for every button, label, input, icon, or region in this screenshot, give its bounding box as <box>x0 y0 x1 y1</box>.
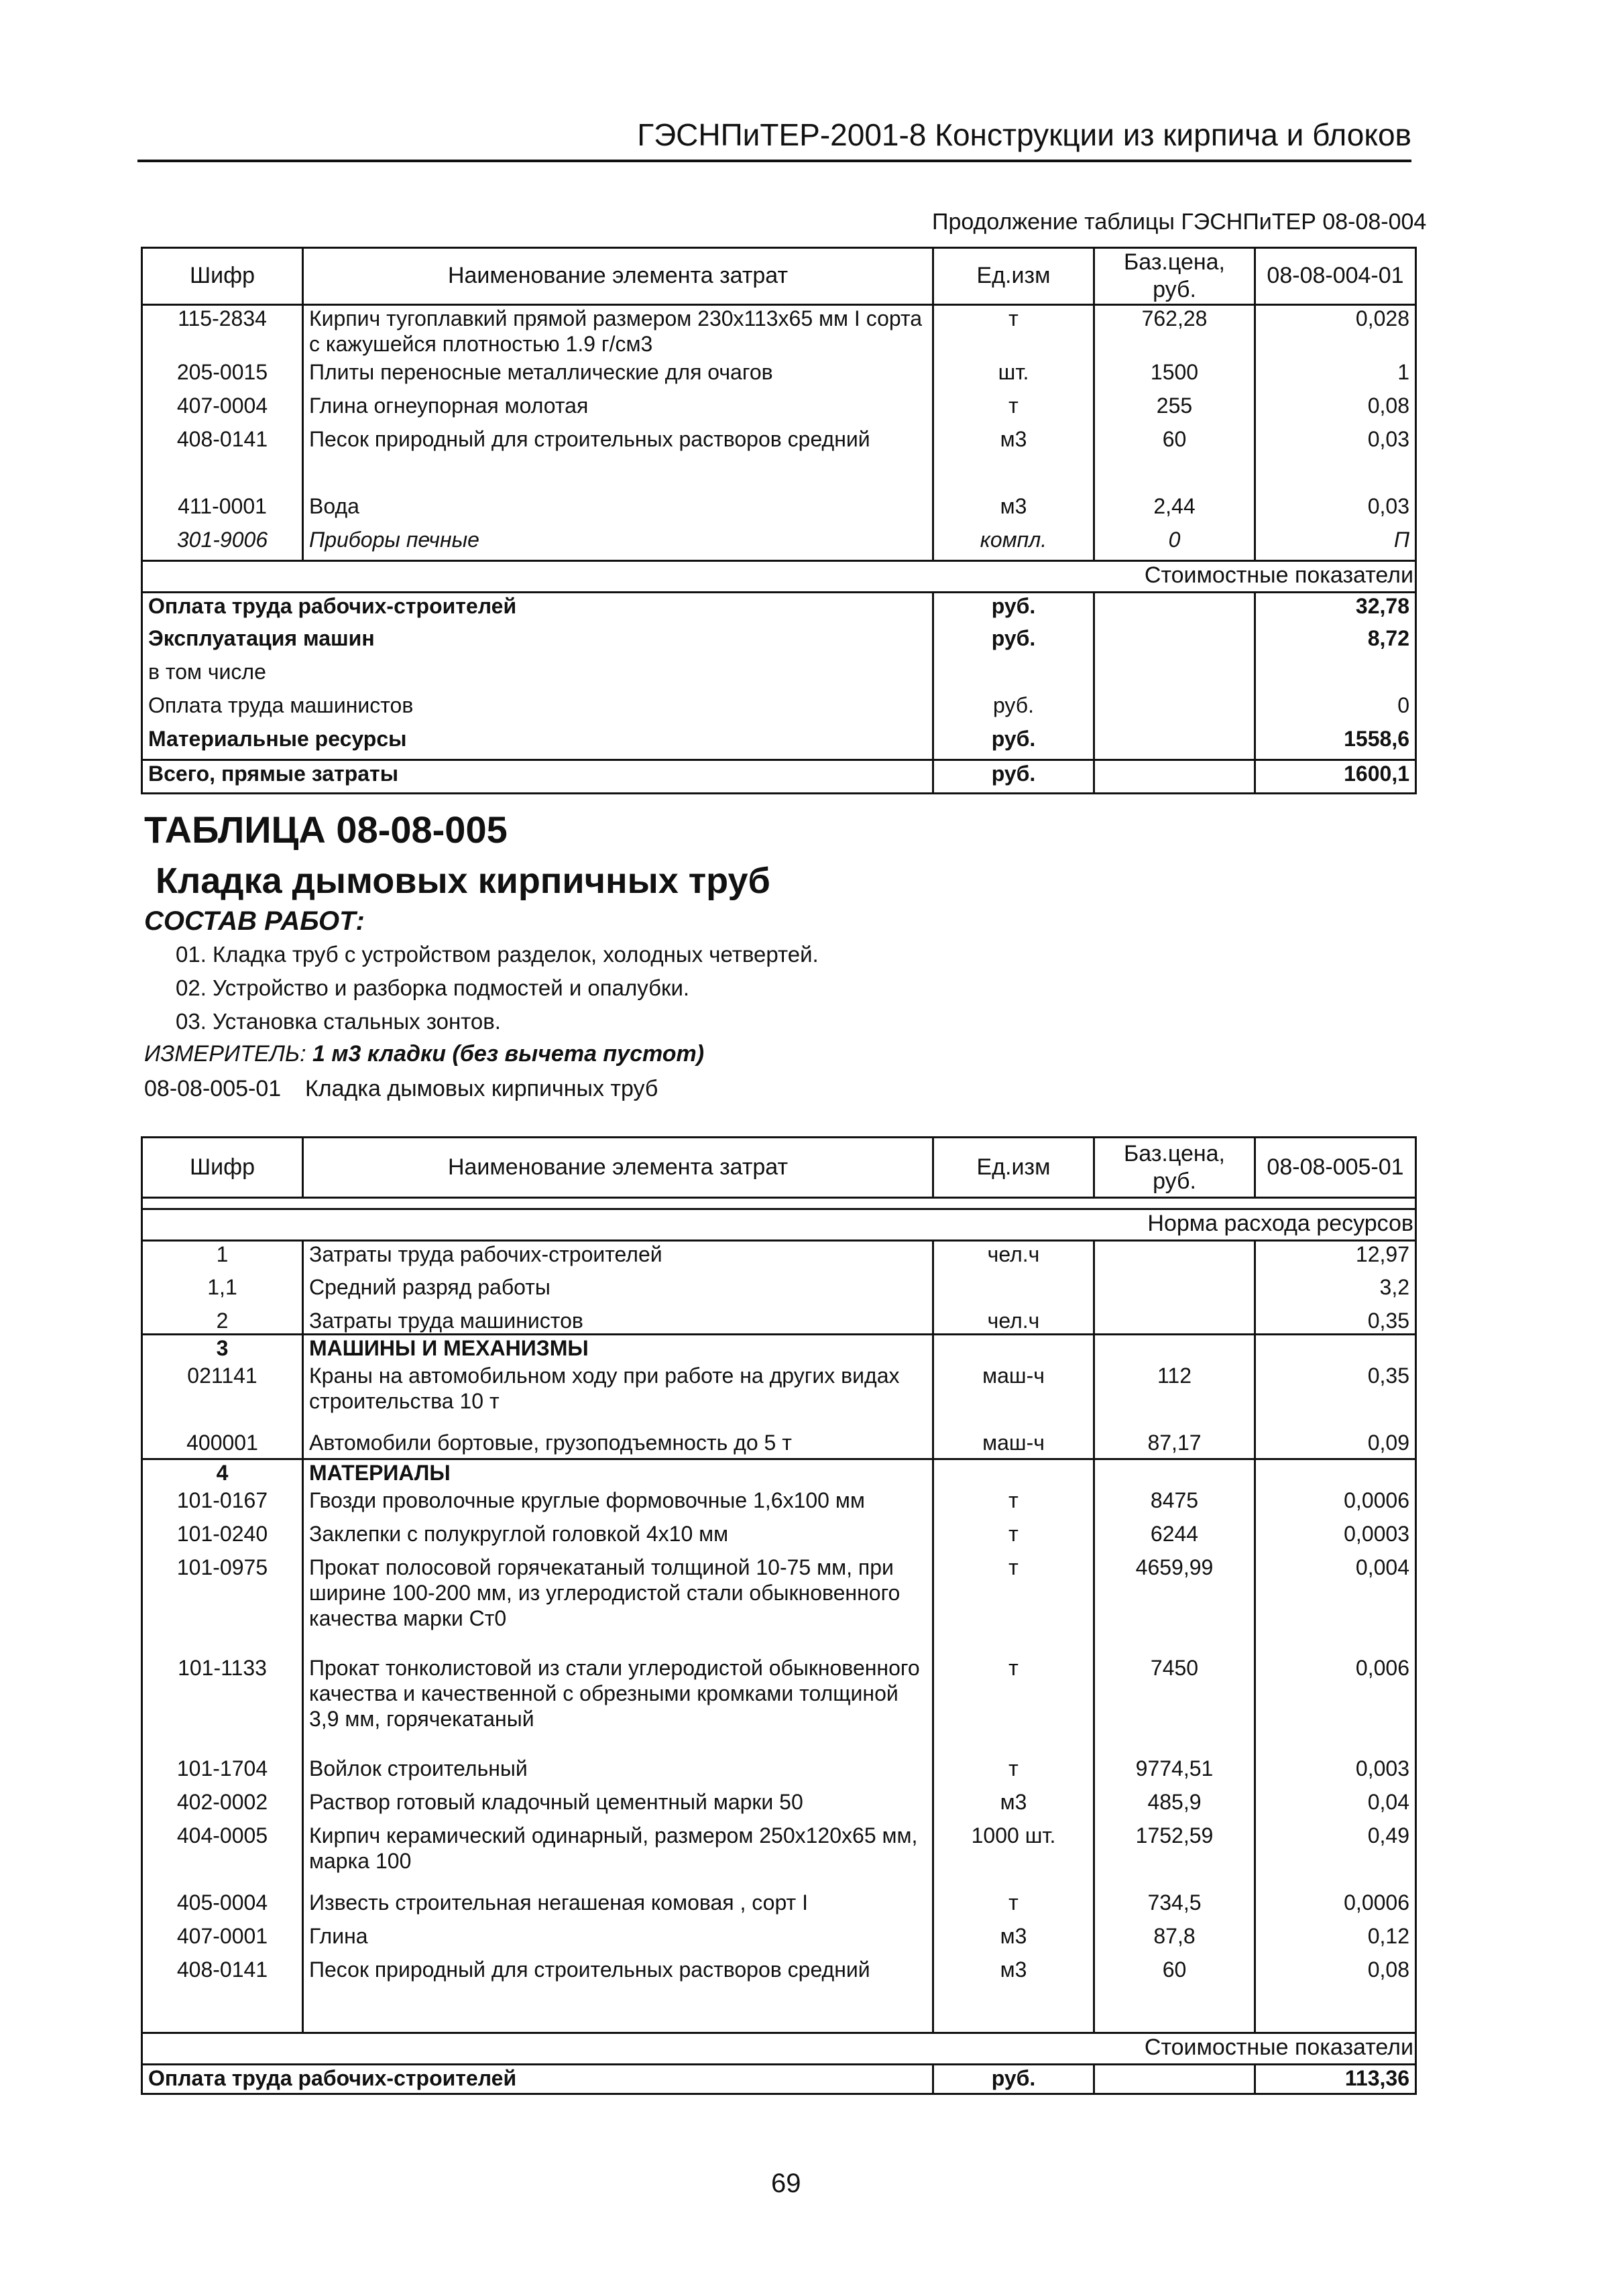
running-header <box>137 113 1411 162</box>
col-header-name: Наименование элемента затрат <box>303 1138 933 1198</box>
work-step: 01. Кладка труб с устройством разделок, холодных четвертей. <box>176 942 819 967</box>
table-row: 411-0001 Вода м3 2,44 0,03 <box>142 493 1416 527</box>
cost-indicators-band: Стоимостные показатели <box>142 2033 1416 2065</box>
table-row: 115-2834 Кирпич тугоплавкий прямой размером 230х113х65 мм I сорта с кажушейся плотностью 1.9 г/см3 т 762,28 0,028 <box>142 304 1416 359</box>
cost-row: Оплата труда рабочих-строителей руб. 32,78 <box>142 592 1416 625</box>
table-row: 1 Затраты труда рабочих-строителей чел.ч 12,97 <box>142 1241 1416 1274</box>
running-header-title: ГЭСНПиТЕР-2001-8 Конструкции из кирпича и блоков <box>637 117 1411 152</box>
table-row: 101-0975 Прокат полосовой горячекатаный толщиной 10-75 мм, при ширине 100-200 мм, из углеродистой стали обыкновенного качества марки Ст0 т 4659,99 0,004 <box>142 1555 1416 1655</box>
table-row: 405-0004 Известь строительная негашеная комовая , сорт I т 734,5 0,0006 <box>142 1890 1416 1923</box>
table-header-row <box>142 248 1416 305</box>
table-row: 407-0004 Глина огнеупорная молотая т 255 0,08 <box>142 393 1416 426</box>
table-row-group-header: 3 МАШИНЫ И МЕХАНИЗМЫ <box>142 1335 1416 1363</box>
table-header-row <box>142 1138 1416 1198</box>
table-row: 101-0240 Заклепки с полукруглой головкой 4х10 мм т 6244 0,0003 <box>142 1521 1416 1555</box>
cost-row: Оплата труда рабочих-строителей руб. 113,36 <box>142 2065 1416 2094</box>
table-row: 404-0005 Кирпич керамический одинарный, размером 250х120х65 мм, марка 100 1000 шт. 1752,59 0,49 <box>142 1823 1416 1890</box>
col-header-unit: Ед.изм <box>933 248 1094 305</box>
table-row-group-header: 4 МАТЕРИАЛЫ <box>142 1459 1416 1488</box>
cost-indicators-band: Стоимостные показатели <box>142 560 1416 592</box>
table-row: 021141 Краны на автомобильном ходу при работе на других видах строительства 10 т маш-ч 112 0,35 <box>142 1363 1416 1430</box>
resource-norm-band: Норма расхода ресурсов <box>142 1209 1416 1241</box>
col-header-code: Шифр <box>142 1138 303 1198</box>
table-row: 101-1704 Войлок строительный т 9774,51 0,003 <box>142 1756 1416 1789</box>
cost-row: Эксплуатация машин руб. 8,72 <box>142 625 1416 659</box>
measure-value: 1 м3 кладки (без вычета пустот) <box>312 1041 705 1067</box>
table-name-heading: Кладка дымовых кирпичных труб <box>156 861 770 901</box>
spacer-row <box>142 1990 1416 2033</box>
cost-table-08-08-004 <box>141 247 1417 794</box>
table-row: 101-0167 Гвозди проволочные круглые формовочные 1,6х100 мм т 8475 0,0006 <box>142 1488 1416 1521</box>
cost-row: в том числе <box>142 659 1416 692</box>
table-continuation-caption: Продолжение таблицы ГЭСНПиТЕР 08-08-004 <box>932 209 1427 235</box>
work-step: 02. Устройство и разборка подмостей и опалубки. <box>176 975 690 1000</box>
measure-line <box>144 1041 704 1067</box>
table-row: 101-1133 Прокат тонколистовой из стали углеродистой обыкновенного качества и качественной с обрезными кромками толщиной 3,9 мм, горячекатаный т 7450 0,006 <box>142 1655 1416 1756</box>
table-row: 400001 Автомобили бортовые, грузоподъемность до 5 т маш-ч 87,17 0,09 <box>142 1430 1416 1459</box>
works-composition-title: СОСТАВ РАБОТ: <box>144 906 365 936</box>
table-row: 407-0001 Глина м3 87,8 0,12 <box>142 1923 1416 1957</box>
work-step: 03. Установка стальных зонтов. <box>176 1009 501 1034</box>
col-header-unit: Ед.изм <box>933 1138 1094 1198</box>
cost-row: Оплата труда машинистов руб. 0 <box>142 692 1416 726</box>
table-code-heading: ТАБЛИЦА 08-08-005 <box>144 808 508 851</box>
cost-row-total: Всего, прямые затраты руб. 1600,1 <box>142 760 1416 793</box>
page-number: 69 <box>771 2169 801 2198</box>
col-header-norm-code: 08-08-005-01 <box>1255 1138 1416 1198</box>
col-header-norm-code: 08-08-004-01 <box>1255 248 1416 305</box>
col-header-code: Шифр <box>142 248 303 305</box>
spacer-row <box>142 460 1416 493</box>
cost-row: Материальные ресурсы руб. 1558,6 <box>142 726 1416 760</box>
table-row: 408-0141 Песок природный для строительных растворов средний м3 60 0,08 <box>142 1957 1416 1990</box>
col-header-price: Баз.цена, руб. <box>1094 248 1255 305</box>
col-header-price: Баз.цена, руб. <box>1094 1138 1255 1198</box>
table-row: 402-0002 Раствор готовый кладочный цементный марки 50 м3 485,9 0,04 <box>142 1789 1416 1823</box>
table-row: 301-9006 Приборы печные компл. 0 П <box>142 527 1416 560</box>
divider-strip <box>142 1198 1416 1209</box>
table-row: 408-0141 Песок природный для строительных растворов средний м3 60 0,03 <box>142 426 1416 460</box>
measure-label: ИЗМЕРИТЕЛЬ: <box>144 1041 306 1067</box>
table-row: 2 Затраты труда машинистов чел.ч 0,35 <box>142 1308 1416 1335</box>
resource-table-08-08-005 <box>141 1136 1417 2095</box>
col-header-name: Наименование элемента затрат <box>303 248 933 305</box>
subtable-code: 08-08-005-01 <box>144 1076 282 1101</box>
table-row: 205-0015 Плиты переносные металлические для очагов шт. 1500 1 <box>142 359 1416 393</box>
table-row: 1,1 Средний разряд работы 3,2 <box>142 1274 1416 1308</box>
subtable-name: Кладка дымовых кирпичных труб <box>305 1076 658 1101</box>
